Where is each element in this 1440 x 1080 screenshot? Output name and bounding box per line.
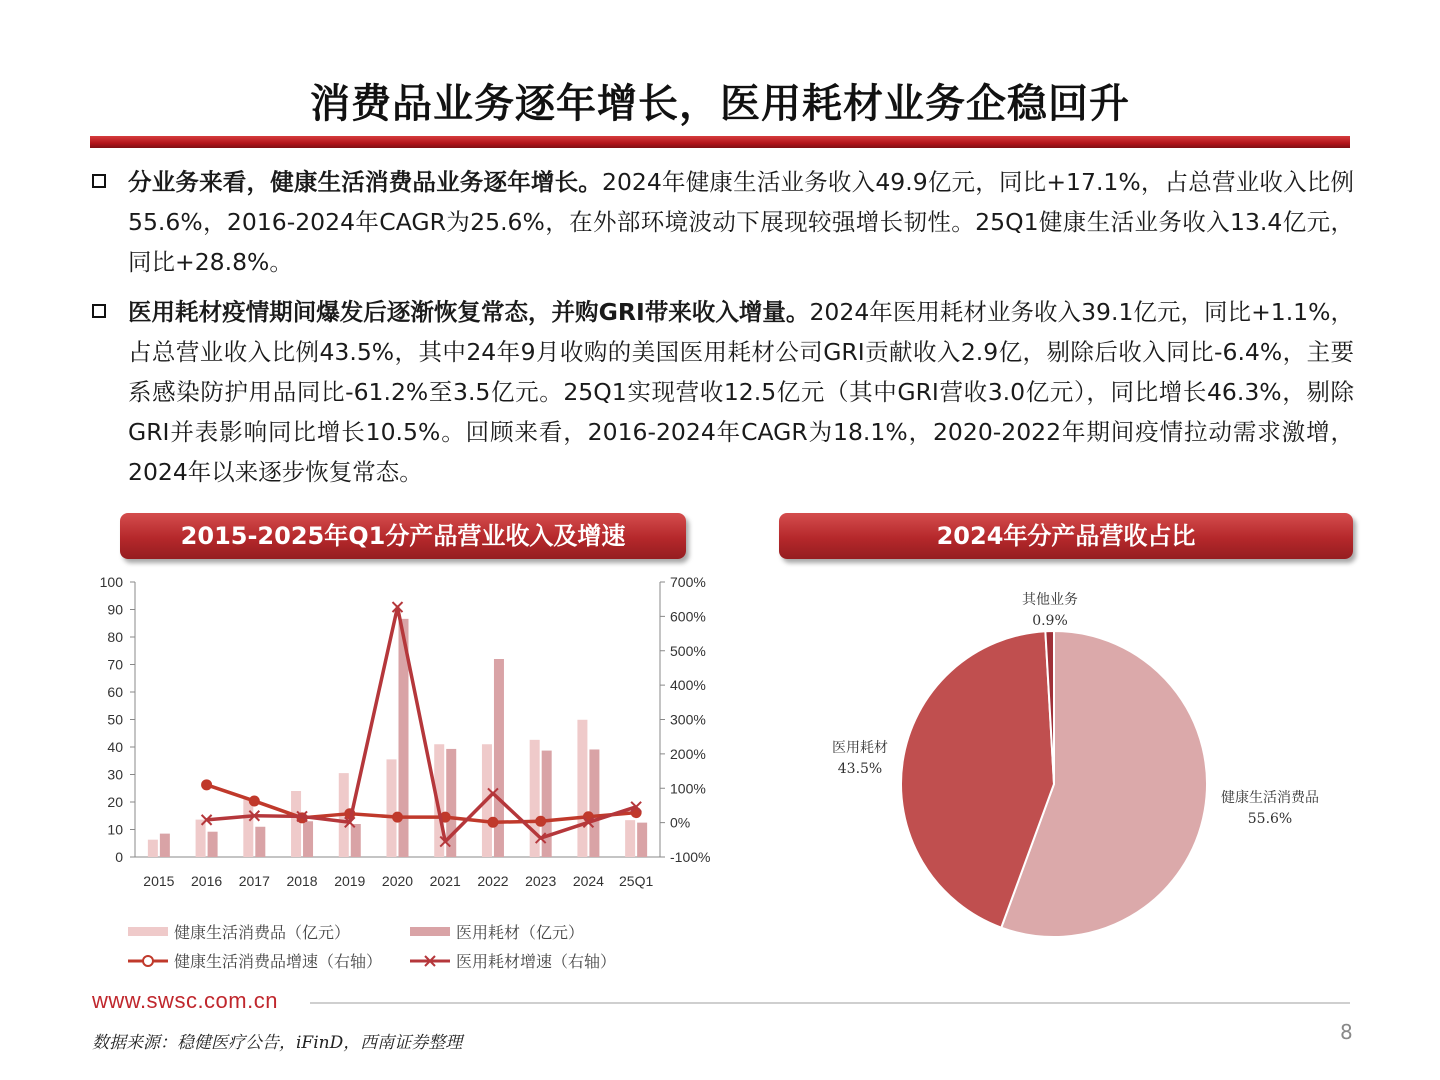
pie-label-value: 55.6% xyxy=(1247,811,1293,827)
legend-label: 医用耗材（亿元） xyxy=(456,923,585,942)
pie-label-consumer xyxy=(1190,788,1350,830)
legend-x-marker-icon xyxy=(410,954,450,968)
x-tick-label: 2020 xyxy=(381,873,414,889)
pie-label-medical xyxy=(800,738,920,780)
legend-swatch xyxy=(410,927,450,936)
left-tick-label: 80 xyxy=(107,629,123,645)
x-tick-label: 2023 xyxy=(525,873,557,889)
left-tick-label: 90 xyxy=(107,601,123,618)
data-source-note: 数据来源：稳健医疗公告，iFinD，西南证券整理 xyxy=(92,1033,463,1053)
bar-consumer xyxy=(148,840,158,857)
pie-label-name: 医用耗材 xyxy=(832,740,888,756)
bar-consumer xyxy=(577,720,587,857)
chart-title-revenue-share: 2024年分产品营收占比 xyxy=(779,513,1353,559)
bullet-heading: 分业务来看，健康生活消费品业务逐年增长。 xyxy=(128,168,603,196)
bar-medical xyxy=(637,823,647,857)
bullet-list xyxy=(92,162,1354,502)
left-tick-label: 10 xyxy=(107,821,123,838)
x-tick-label: 2021 xyxy=(429,873,461,889)
pie-label-value: 43.5% xyxy=(837,761,883,777)
x-tick-label: 2018 xyxy=(286,873,318,889)
bar-consumer xyxy=(196,820,206,857)
x-tick-label: 25Q1 xyxy=(619,873,654,889)
pie-label-other xyxy=(990,590,1110,632)
bar-medical xyxy=(303,821,313,857)
bullet-heading: 医用耗材疫情期间爆发后逐渐恢复常态，并购GRI带来收入增量。 xyxy=(128,298,810,326)
bullet-square-icon xyxy=(92,304,106,318)
left-tick-label: 100 xyxy=(99,574,123,590)
bar-medical xyxy=(208,832,218,857)
left-tick-label: 60 xyxy=(107,684,123,700)
revenue-growth-combo-chart xyxy=(80,570,740,900)
x-tick-label: 2015 xyxy=(143,873,175,889)
legend-item-consumer-bar xyxy=(128,920,350,943)
bar-consumer xyxy=(291,791,301,857)
bullet-item-consumer xyxy=(92,162,1354,282)
right-tick-label: 100% xyxy=(670,780,706,797)
bar-consumer xyxy=(387,759,397,857)
right-tick-label: -100% xyxy=(670,849,711,865)
left-tick-label: 50 xyxy=(107,711,123,728)
pie-label-name: 其他业务 xyxy=(1022,592,1078,608)
legend-swatch xyxy=(128,927,168,936)
bar-medical xyxy=(351,824,361,857)
bar-medical xyxy=(255,827,265,857)
right-tick-label: 400% xyxy=(670,677,706,694)
bar-medical xyxy=(589,749,599,857)
bullet-square-icon xyxy=(92,174,106,188)
x-tick-label: 2016 xyxy=(191,873,223,889)
left-tick-label: 70 xyxy=(107,656,123,673)
title-underline-bar xyxy=(90,136,1350,148)
footer-divider xyxy=(310,1002,1350,1004)
website-link[interactable]: www.swsc.com.cn xyxy=(92,988,278,1013)
right-tick-label: 500% xyxy=(670,642,706,659)
point-consumer-growth xyxy=(393,812,403,822)
left-tick-label: 0 xyxy=(115,849,123,865)
bar-consumer xyxy=(243,799,253,857)
bar-medical xyxy=(494,659,504,857)
right-tick-label: 300% xyxy=(670,711,706,728)
bar-medical xyxy=(160,834,170,857)
right-tick-label: 600% xyxy=(670,608,706,625)
point-consumer-growth xyxy=(202,780,212,790)
point-consumer-growth xyxy=(249,796,259,806)
revenue-share-pie-chart xyxy=(880,610,1230,960)
bar-consumer xyxy=(625,820,635,857)
pie-label-name: 健康生活消费品 xyxy=(1221,790,1319,806)
legend-item-medical-bar xyxy=(410,920,584,943)
point-consumer-growth xyxy=(536,816,546,826)
legend-label: 健康生活消费品增速（右轴） xyxy=(174,952,383,971)
left-tick-label: 20 xyxy=(107,794,123,810)
right-tick-label: 0% xyxy=(670,814,691,831)
legend-circle-marker-icon xyxy=(128,954,168,968)
chart-title-revenue-growth: 2015-2025年Q1分产品营业收入及增速 xyxy=(120,513,686,559)
right-tick-label: 700% xyxy=(670,574,706,590)
bullet-body: 2024年健康生活业务收入49.9亿元，同比+17.1%，占总营业收入比例55.6%，2016-2024年CAGR为25.6%，在外部环境波动下展现较强增长韧性。25Q1健康生活业务收入13.4亿元，同比+28.8%。 xyxy=(128,168,1354,276)
bullet-body: 2024年医用耗材业务收入39.1亿元，同比+1.1%，占总营业收入比例43.5%，其中24年9月收购的美国医用耗材公司GRI贡献收入2.9亿，剔除后收入同比-6.4%，主要系感染防护用品同比-61.2%至3.5亿元。25Q1实现营收12.5亿元（其中GRI营收3.0亿元），同比增长46.3%，剔除GRI并表影响同比增长10.5%。回顾来看，2016-2024年CAGR为18.1%，2020-2022年期间疫情拉动需求激增，2024年以来逐步恢复常态。 xyxy=(128,298,1354,486)
legend-item-medical-line xyxy=(410,949,616,972)
legend-item-consumer-line xyxy=(128,949,382,972)
point-consumer-growth xyxy=(488,817,498,827)
legend-label: 健康生活消费品（亿元） xyxy=(174,923,351,942)
page-title: 消费品业务逐年增长，医用耗材业务企稳回升 xyxy=(310,81,1130,127)
legend-label: 医用耗材增速（右轴） xyxy=(456,952,617,971)
x-tick-label: 2019 xyxy=(334,873,366,889)
left-tick-label: 30 xyxy=(107,766,123,783)
right-tick-label: 200% xyxy=(670,745,706,762)
x-tick-label: 2017 xyxy=(238,873,270,889)
pie-label-value: 0.9% xyxy=(1032,613,1068,629)
x-tick-label: 2022 xyxy=(477,873,509,889)
page-number: 8 xyxy=(1340,1020,1353,1044)
bullet-item-medical xyxy=(92,292,1354,492)
left-tick-label: 40 xyxy=(107,739,123,755)
x-tick-label: 2024 xyxy=(572,873,604,889)
